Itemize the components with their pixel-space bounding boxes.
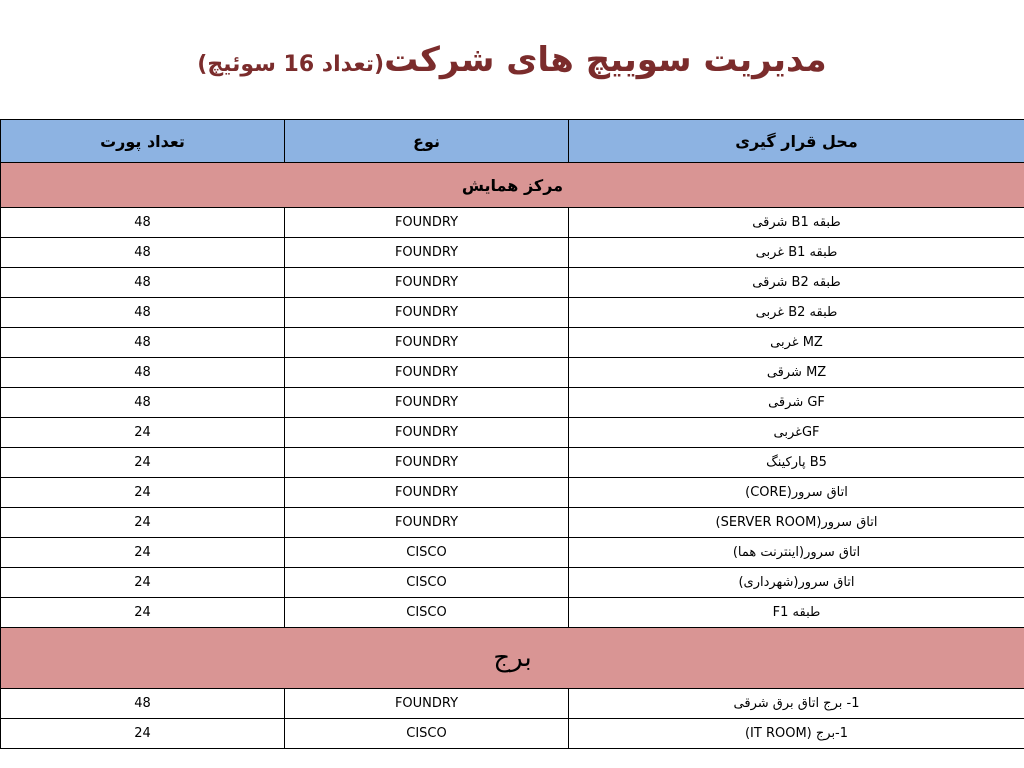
cell-type: FOUNDRY <box>285 208 569 238</box>
switch-table <box>0 119 1024 749</box>
cell-type: FOUNDRY <box>285 689 569 719</box>
table-row <box>1 268 1024 298</box>
cell-ports: 48 <box>1 328 285 358</box>
cell-location: 1- برج اتاق برق شرقی <box>569 689 1024 719</box>
cell-location: طبقه B2 غربی <box>569 298 1024 328</box>
table-row <box>1 538 1024 568</box>
cell-type: FOUNDRY <box>285 268 569 298</box>
cell-ports: 48 <box>1 358 285 388</box>
cell-ports: 24 <box>1 598 285 628</box>
section-row <box>1 628 1024 689</box>
cell-location: 1-برج (IT ROOM) <box>569 719 1024 749</box>
cell-type: FOUNDRY <box>285 418 569 448</box>
table-row <box>1 418 1024 448</box>
slide-title-sub: (تعداد 16 سوئیچ) <box>197 52 385 77</box>
cell-location: MZ غربی <box>569 328 1024 358</box>
cell-location: طبقه B2 شرقی <box>569 268 1024 298</box>
slide-title <box>0 30 1024 90</box>
slide-title-main: مدیریت سوییچ های شرکت <box>384 40 827 80</box>
table-row <box>1 508 1024 538</box>
cell-location: طبقه F1 <box>569 598 1024 628</box>
table-row <box>1 238 1024 268</box>
table-row <box>1 328 1024 358</box>
header-type: نوع <box>285 120 569 163</box>
cell-type: FOUNDRY <box>285 238 569 268</box>
cell-location: اتاق سرور(اینترنت هما) <box>569 538 1024 568</box>
cell-ports: 48 <box>1 208 285 238</box>
table-row <box>1 358 1024 388</box>
header-location: محل قرار گیری <box>569 120 1024 163</box>
cell-location: اتاق سرور(CORE) <box>569 478 1024 508</box>
cell-ports: 24 <box>1 719 285 749</box>
cell-ports: 24 <box>1 508 285 538</box>
cell-type: FOUNDRY <box>285 448 569 478</box>
table-row <box>1 719 1024 749</box>
cell-ports: 48 <box>1 689 285 719</box>
cell-type: CISCO <box>285 568 569 598</box>
switch-table-body <box>1 120 1024 749</box>
cell-type: FOUNDRY <box>285 298 569 328</box>
cell-ports: 24 <box>1 448 285 478</box>
table-row <box>1 478 1024 508</box>
table-row <box>1 298 1024 328</box>
cell-type: FOUNDRY <box>285 358 569 388</box>
cell-type: FOUNDRY <box>285 328 569 358</box>
cell-type: CISCO <box>285 538 569 568</box>
cell-type: FOUNDRY <box>285 478 569 508</box>
cell-location: اتاق سرور(SERVER ROOM) <box>569 508 1024 538</box>
section-title: مرکز همایش <box>1 163 1024 208</box>
cell-ports: 24 <box>1 478 285 508</box>
cell-location: طبقه B1 شرقی <box>569 208 1024 238</box>
header-ports: تعداد پورت <box>1 120 285 163</box>
cell-ports: 24 <box>1 418 285 448</box>
section-title: برج <box>1 628 1024 689</box>
cell-type: FOUNDRY <box>285 388 569 418</box>
cell-location: GFغربی <box>569 418 1024 448</box>
cell-type: CISCO <box>285 598 569 628</box>
table-header-row <box>1 120 1024 163</box>
cell-location: B5 پارکینگ <box>569 448 1024 478</box>
table-row <box>1 568 1024 598</box>
cell-location: اتاق سرور(شهرداری) <box>569 568 1024 598</box>
cell-ports: 48 <box>1 298 285 328</box>
table-row <box>1 448 1024 478</box>
cell-location: طبقه B1 غربی <box>569 238 1024 268</box>
cell-location: GF شرقی <box>569 388 1024 418</box>
table-row <box>1 598 1024 628</box>
cell-ports: 24 <box>1 568 285 598</box>
cell-ports: 48 <box>1 268 285 298</box>
table-row <box>1 208 1024 238</box>
table-row <box>1 388 1024 418</box>
cell-ports: 48 <box>1 388 285 418</box>
cell-location: MZ شرقی <box>569 358 1024 388</box>
cell-ports: 48 <box>1 238 285 268</box>
cell-ports: 24 <box>1 538 285 568</box>
table-row <box>1 689 1024 719</box>
cell-type: FOUNDRY <box>285 508 569 538</box>
section-row <box>1 163 1024 208</box>
cell-type: CISCO <box>285 719 569 749</box>
